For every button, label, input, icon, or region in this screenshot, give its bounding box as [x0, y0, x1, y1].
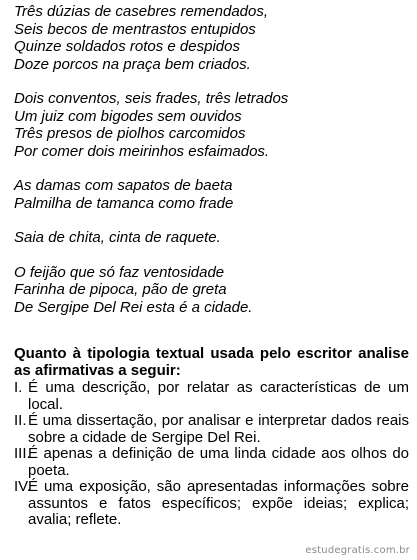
poem-verse: Por comer dois meirinhos esfaimados. — [14, 142, 270, 160]
question-prompt: Quanto à tipologia textual usada pelo escritor analise as afirmativas a seguir: — [14, 345, 409, 379]
statement-text: É uma dissertação, por analisar e interpretar dados reais sobre a cidade de Sergipe Del Rei. — [28, 412, 409, 446]
poem-verse: Palmilha de tamanca como frade — [14, 194, 234, 212]
poem-verse: O feijão que só faz ventosidade — [14, 263, 225, 281]
stanza-spacer — [14, 212, 409, 229]
poem-stanza-3 — [14, 177, 409, 212]
question-block — [14, 346, 409, 529]
stanza-spacer — [14, 73, 409, 90]
statement-item — [14, 413, 409, 446]
statement-number: III. — [14, 445, 31, 462]
statement-number: II. — [14, 412, 27, 429]
statement-text: É uma descrição, por relatar as características de um local. — [28, 379, 409, 413]
statement-item — [14, 479, 409, 529]
poem-stanza-1 — [14, 3, 409, 73]
poem-verse: Dois conventos, seis frades, três letrados — [14, 90, 289, 107]
poem-verse: Saia de chita, cinta de raquete. — [14, 229, 221, 246]
poem-verse: Três presos de piolhos carcomidos — [14, 125, 246, 142]
poem-verse: Seis becos de mentrastos entupidos — [14, 20, 256, 38]
site-watermark: estudegratis.com.br — [305, 545, 410, 556]
statement-list — [14, 380, 409, 529]
stanza-spacer — [14, 160, 409, 177]
stanza-spacer — [14, 247, 409, 264]
poem-stanza-5 — [14, 264, 409, 317]
statement-item — [14, 380, 409, 413]
poem-verse: Farinha de pipoca, pão de greta — [14, 281, 227, 298]
statement-text: É apenas a definição de uma linda cidade aos olhos do poeta. — [28, 445, 409, 479]
poem-stanza-4 — [14, 229, 409, 247]
statement-item — [14, 446, 409, 479]
poem-verse: As damas com sapatos de baeta — [14, 177, 233, 194]
poem-verse: Doze porcos na praça bem criados. — [14, 55, 251, 73]
statement-number: IV. — [14, 478, 31, 495]
poem-verse: Um juiz com bigodes sem ouvidos — [14, 107, 242, 125]
poem-verse: Quinze soldados rotos e despidos — [14, 38, 240, 55]
poem-verse: Três dúzias de casebres remendados, — [14, 3, 269, 20]
statement-number: I. — [14, 379, 23, 396]
poem — [14, 3, 409, 316]
poem-verse: De Sergipe Del Rei esta é a cidade. — [14, 298, 253, 316]
statement-text: É uma exposição, são apresentadas informações sobre assuntos e fatos específicos; expõe ideias; explica; avalia; reflete. — [28, 478, 409, 528]
poem-stanza-2 — [14, 90, 409, 160]
